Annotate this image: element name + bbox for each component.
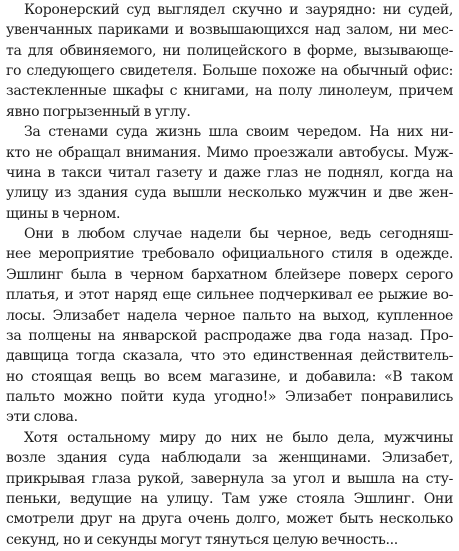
text-line: пеньки, ведущие на улицу. Там уже стояла Эшлинг. Они	[6, 490, 453, 507]
text-line: Хотя остальному миру до них не было дела, мужчины	[24, 429, 453, 446]
text-line: давщица тогда сказала, что это единственная действитель-	[6, 348, 453, 365]
book-page	[6, 0, 453, 550]
text-line: За стенами суда жизнь шла своим чередом. На них ни-	[24, 124, 453, 141]
text-line: смотрели друг на друга очень долго, может быть несколько	[6, 511, 453, 528]
text-line: улицу из здания суда вышли несколько мужчин и две жен-	[6, 185, 453, 202]
text-line: Эшлинг была в черном бархатном блейзере поверх серого	[6, 266, 453, 283]
text-line: Коронерский суд выглядел скучно и заурядно: ни судей,	[24, 2, 453, 18]
text-line: кто не обращал внимания. Мимо проезжали автобусы. Муж-	[6, 144, 453, 161]
text-line: го следующего свидетеля. Больше похоже на обычный офис:	[6, 63, 453, 80]
text-line: увенчанных париками и возвышающихся над залом, ни мес-	[6, 22, 453, 39]
text-line: явно погрызенный в углу.	[6, 103, 191, 120]
text-line: застекленные шкафы с книгами, на полу линолеум, причем	[6, 83, 453, 100]
text-line: нее мероприятие требовало официального стиля в одежде.	[6, 246, 453, 263]
text-line: платья, и этот наряд еще сильнее подчеркивал ее рыжие во-	[6, 287, 453, 304]
text-line: пальто можно пойти куда угодно!» Элизабет понравились	[6, 389, 453, 406]
text-line: прикрывая глаза рукой, завернула за угол и вышла на сту-	[6, 470, 453, 487]
text-line: возле здания суда наблюдали за женщинами. Элизабет,	[6, 450, 453, 467]
text-line: та для обвиняемого, ни полицейского в форме, вызывающе-	[6, 42, 453, 59]
text-line: щины в черном.	[6, 205, 121, 222]
text-line: но стоящая вещь во всем магазине, и добавила: «В таком	[6, 368, 453, 385]
text-line: лосы. Элизабет надела черное пальто на выход, купленное	[6, 307, 453, 324]
text-line: за полцены на январской распродаже два года назад. Про-	[6, 327, 453, 344]
text-line: эти слова.	[6, 409, 78, 426]
text-line: чина в такси читал газету и даже глаз не поднял, когда на	[6, 164, 453, 181]
text-line: Они в любом случае надели бы черное, ведь сегодняш-	[24, 226, 453, 243]
text-line: секунд, но и секунды могут тянуться целую вечность...	[6, 531, 398, 548]
